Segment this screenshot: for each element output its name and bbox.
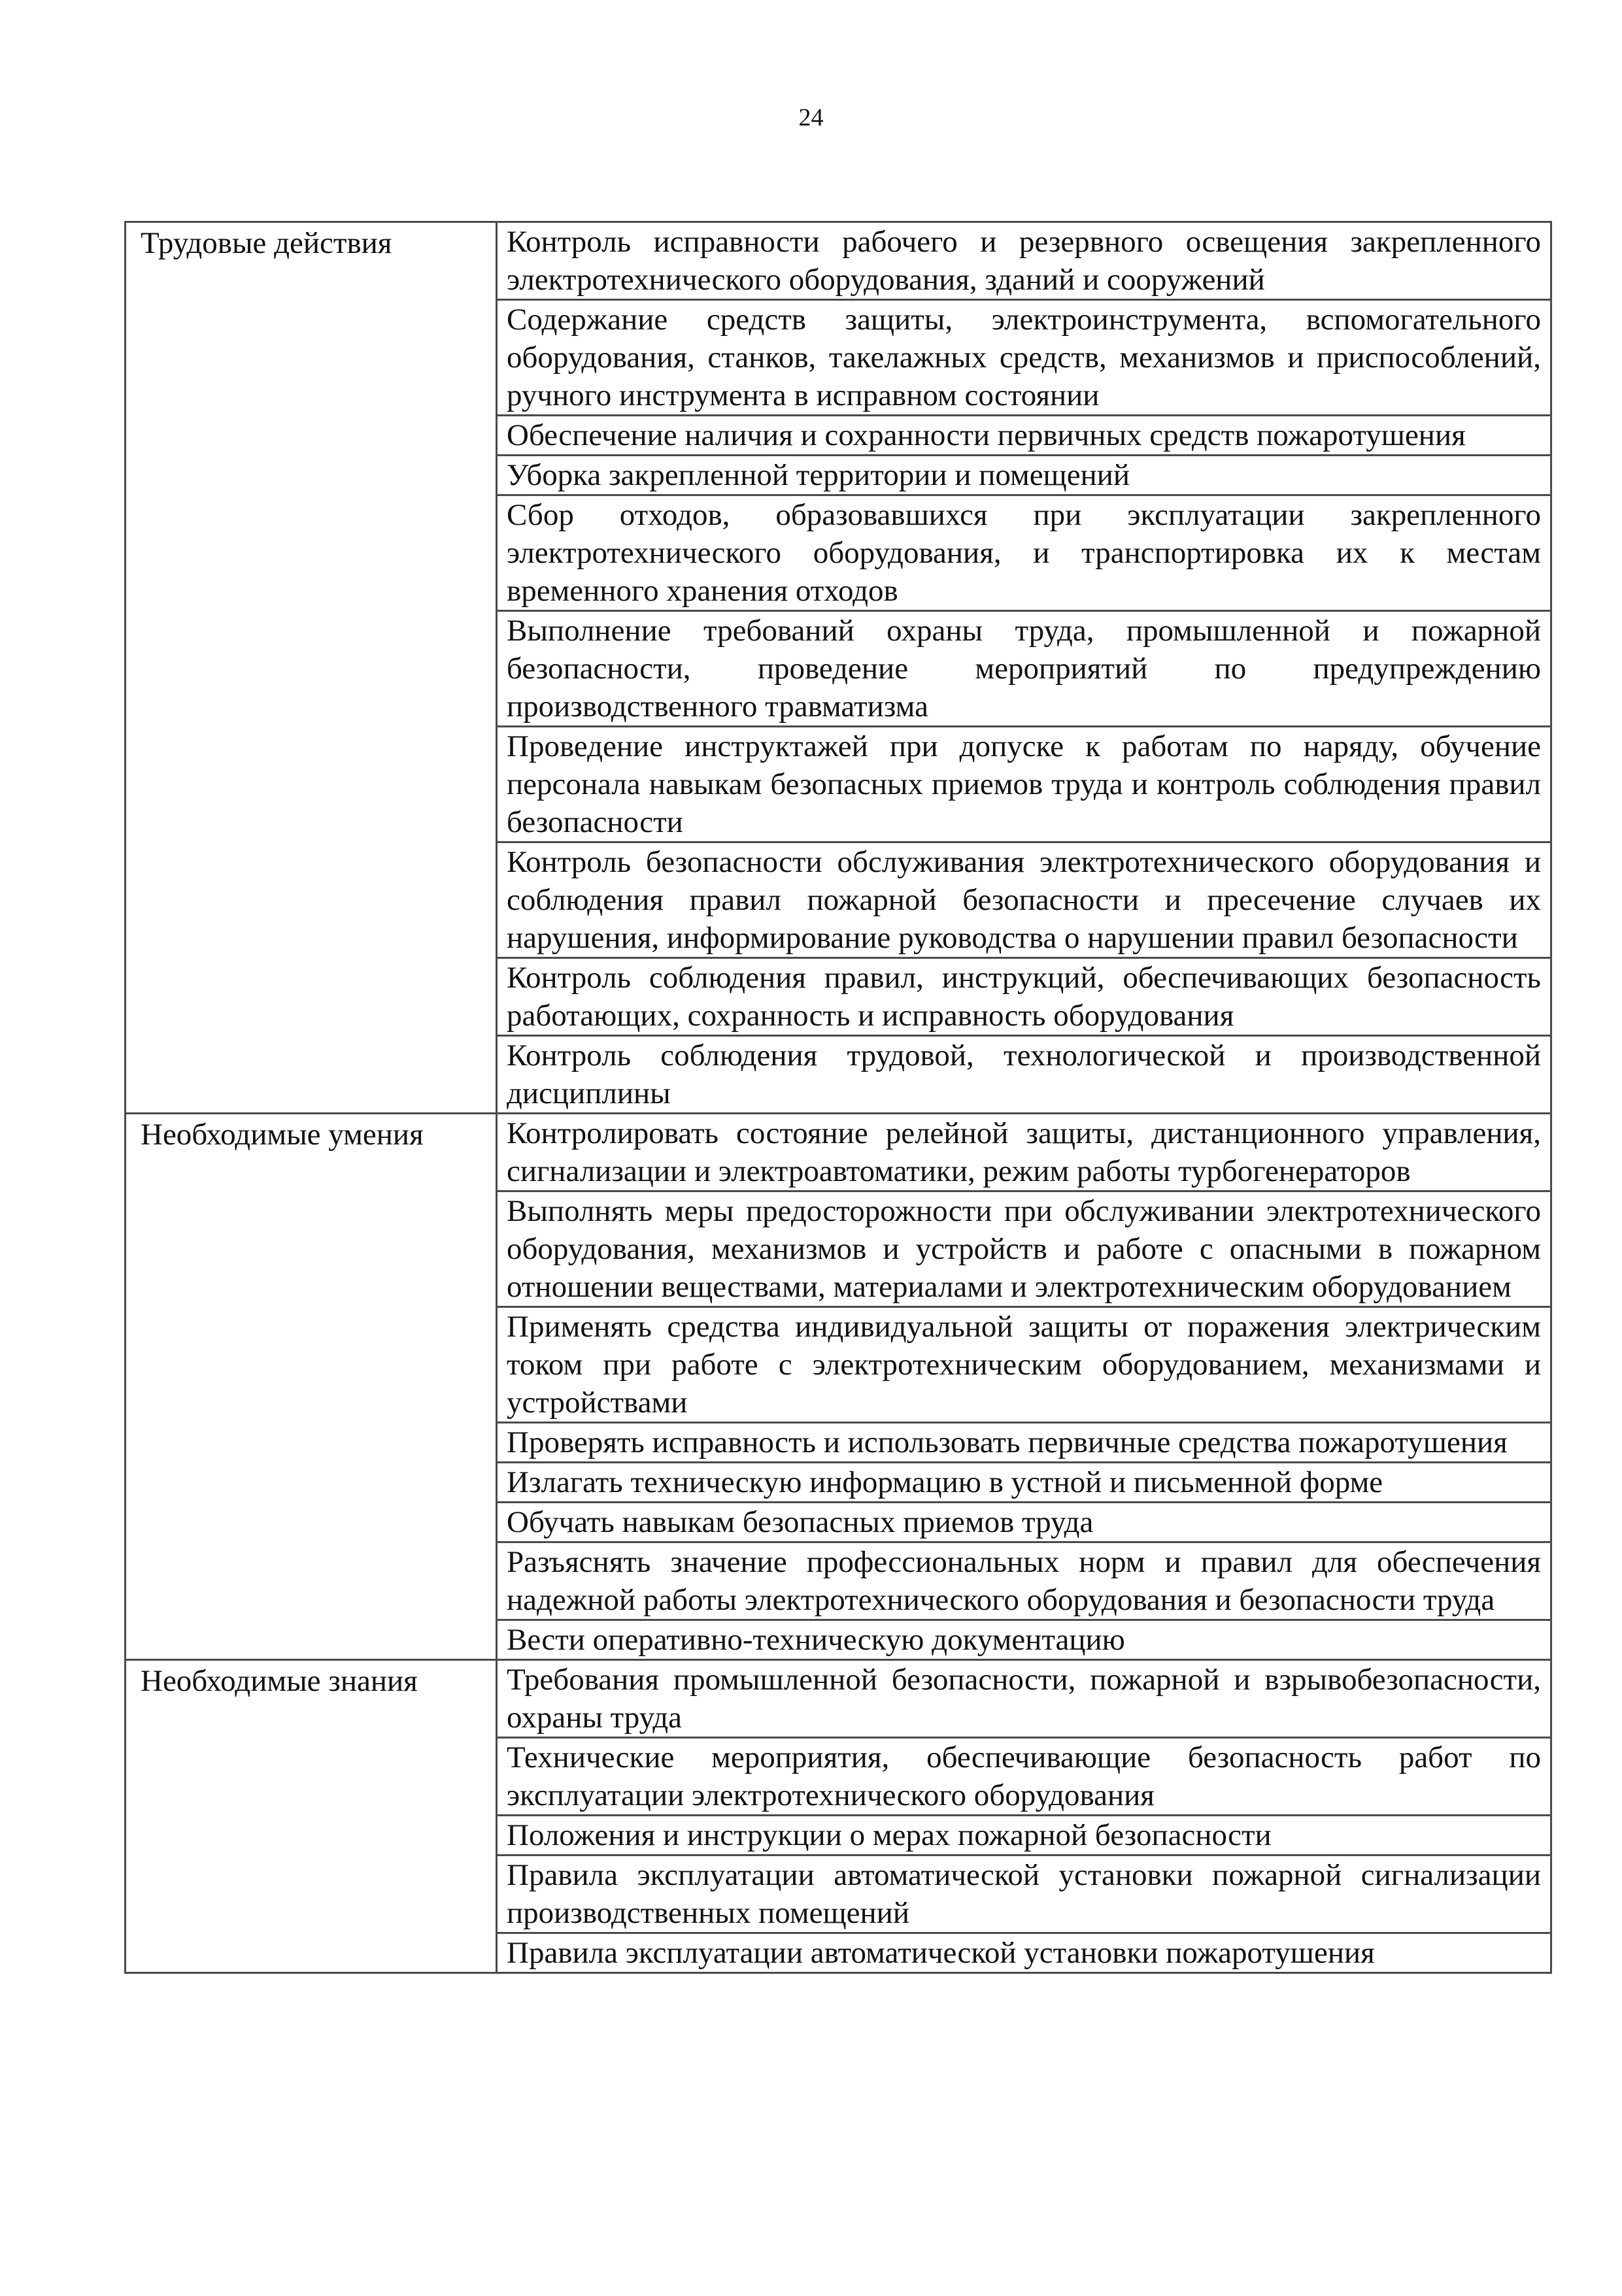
table-cell: Обеспечение наличия и сохранности первичных средств пожаротушения <box>497 416 1551 456</box>
table-cell: Требования промышленной безопасности, пожарной и взрывобезопасности, охраны труда <box>497 1660 1551 1738</box>
table-cell: Технические мероприятия, обеспечивающие безопасность работ по эксплуатации электротехнического оборудования <box>497 1738 1551 1816</box>
section-label-labor-actions: Трудовые действия <box>126 222 497 1114</box>
competency-table <box>124 221 1552 1974</box>
table-cell: Контроль исправности рабочего и резервного освещения закрепленного электротехнического оборудования, зданий и сооружений <box>497 222 1551 300</box>
section-label-required-knowledge: Необходимые знания <box>126 1660 497 1973</box>
table-cell: Разъяснять значение профессиональных норм и правил для обеспечения надежной работы электротехнического оборудования и безопасности труда <box>497 1542 1551 1620</box>
table-cell: Обучать навыкам безопасных приемов труда <box>497 1503 1551 1542</box>
table-cell: Выполнение требований охраны труда, промышленной и пожарной безопасности, проведение мероприятий по предупреждению производственного травматизма <box>497 611 1551 727</box>
table-cell: Сбор отходов, образовавшихся при эксплуатации закрепленного электротехнического оборудования, и транспортировка их к местам временного хранения отходов <box>497 495 1551 611</box>
table-cell: Проведение инструктажей при допуске к работам по наряду, обучение персонала навыкам безопасных приемов труда и контроль соблюдения правил безопасности <box>497 727 1551 842</box>
table-cell: Применять средства индивидуальной защиты от поражения электрическим током при работе с электротехническим оборудованием, механизмами и устройствами <box>497 1307 1551 1423</box>
table-row <box>126 1114 1551 1191</box>
table-cell: Выполнять меры предосторожности при обслуживании электротехнического оборудования, механизмов и устройств и работе с опасными в пожарном отношении веществами, материалами и электротехническим оборудованием <box>497 1191 1551 1307</box>
table-cell: Правила эксплуатации автоматической установки пожарной сигнализации производственных помещений <box>497 1855 1551 1933</box>
page-number: 24 <box>798 104 824 131</box>
table-cell: Контроль соблюдения правил, инструкций, обеспечивающих безопасность работающих, сохранность и исправность оборудования <box>497 958 1551 1036</box>
table-cell: Положения и инструкции о мерах пожарной безопасности <box>497 1816 1551 1855</box>
table-cell: Уборка закрепленной территории и помещений <box>497 456 1551 495</box>
table-cell: Излагать техническую информацию в устной и письменной форме <box>497 1463 1551 1503</box>
table-cell: Правила эксплуатации автоматической установки пожаротушения <box>497 1933 1551 1973</box>
table-cell: Проверять исправность и использовать первичные средства пожаротушения <box>497 1423 1551 1463</box>
table-cell: Контроль соблюдения трудовой, технологической и производственной дисциплины <box>497 1036 1551 1114</box>
table-row <box>126 222 1551 300</box>
table-cell: Вести оперативно-техническую документацию <box>497 1620 1551 1660</box>
section-label-required-skills: Необходимые умения <box>126 1114 497 1660</box>
table-cell: Контролировать состояние релейной защиты, дистанционного управления, сигнализации и электроавтоматики, режим работы турбогенераторов <box>497 1114 1551 1191</box>
table-row <box>126 1660 1551 1738</box>
table-cell: Содержание средств защиты, электроинструмента, вспомогательного оборудования, станков, такелажных средств, механизмов и приспособлений, ручного инструмента в исправном состоянии <box>497 300 1551 416</box>
table-cell: Контроль безопасности обслуживания электротехнического оборудования и соблюдения правил пожарной безопасности и пресечение случаев их нарушения, информирование руководства о нарушении правил безопасности <box>497 842 1551 958</box>
